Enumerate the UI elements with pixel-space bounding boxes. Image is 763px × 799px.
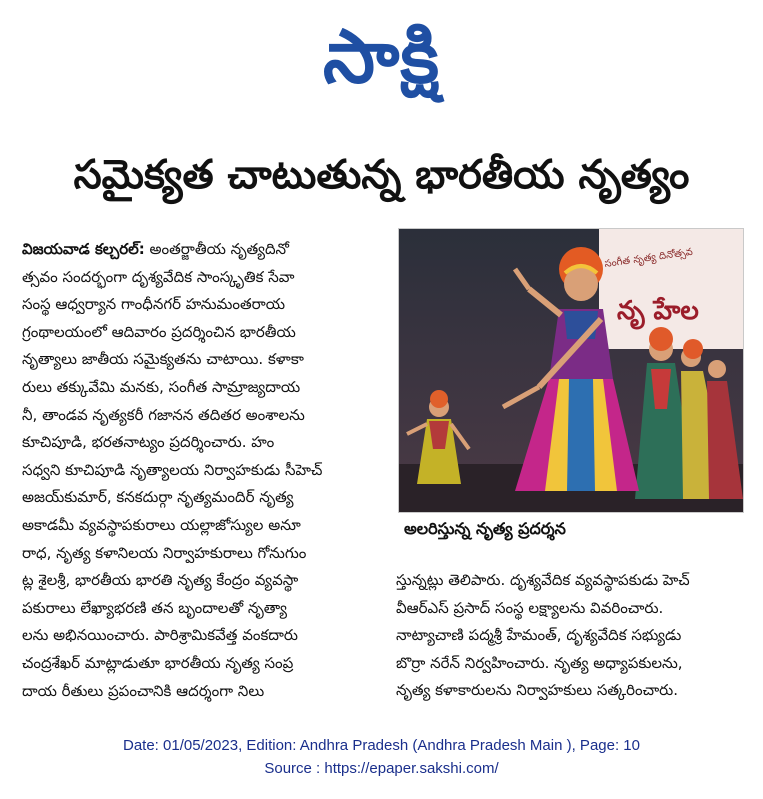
article-line: అకాడమీ వ్యవస్థాపకురాలు యల్లాజోస్యుల అనూ: [22, 515, 301, 534]
article-line: సంస్థ ఆధ్వర్యాన గాంధీనగర్ హనుమంతరాయ: [22, 295, 286, 314]
article-line: వీఆర్ఎస్ ప్రసాద్ సంస్థ లక్ష్యాలను వివరించారు.: [396, 598, 664, 617]
photo-caption: అలరిస్తున్న నృత్య ప్రదర్శన: [404, 519, 566, 538]
source-link[interactable]: Source : https://epaper.sakshi.com/: [264, 760, 499, 777]
article-line: లను అభినయించారు. పారిశ్రామికవేత్త వంకదారు: [22, 626, 298, 645]
dance-performance-photo: [398, 228, 744, 513]
stage-banner: [599, 229, 743, 349]
dance-photo-illustration: [399, 229, 743, 512]
dateline: విజయవాడ కల్చరల్:: [22, 240, 145, 258]
article-line: బొర్రా నరేన్ నిర్వహించారు. నృత్య అధ్యాపకులను,: [396, 653, 683, 672]
banner-small-text: సంగీత నృత్య దినోత్సవ: [603, 246, 694, 270]
article-body-left-column: [22, 236, 376, 705]
article-line-text: అంతర్జాతీయ నృత్యదినో: [149, 240, 290, 258]
article-line: దాయ రీతులు ప్రపంచానికి ఆదర్శంగా నిలు: [22, 681, 265, 700]
article-line: కూచిపూడి, భరతనాట్యం ప్రదర్శించారు. హం: [22, 433, 275, 452]
article-line: త్సవం సందర్భంగా దృశ్యవేదిక సాంస్కృతిక సేవా: [22, 267, 295, 286]
article-headline: సమైక్యత చాటుతున్న భారతీయ నృత్యం: [73, 152, 690, 198]
article-line: నాట్యాచాణి పద్మశ్రీ హేమంత్, దృశ్యవేదిక సభ్యుడు: [396, 626, 682, 645]
article-line: స్తున్నట్లు తెలిపారు. దృశ్యవేదిక వ్యవస్థాపకుడు హెచ్: [396, 571, 690, 589]
newspaper-masthead-logo: సాక్షి: [323, 14, 440, 100]
article-line: పకురాలు లేఖ్యాభరణి తన బృందాలతో నృత్యా: [22, 598, 287, 617]
article-line: ట్ల శైలశ్రీ, భారతీయ భారతి నృత్య కేంద్రం వ్యవస్థా: [22, 571, 299, 590]
article-line: నీ, తాండవ నృత్యకరీ గజానన తదితర అంశాలను: [22, 405, 305, 424]
banner-large-text: నృ హేల: [617, 296, 699, 326]
article-line: రులు తక్కువేమి మనకు, సంగీత సామ్రాజ్యదాయ: [22, 377, 301, 396]
edition-info: Date: 01/05/2023, Edition: Andhra Pradesh (Andhra Pradesh Main ), Page: 10: [122, 737, 640, 754]
article-line: గ్రంథాలయంలో ఆదివారం ప్రదర్శించిన భారతీయ: [22, 322, 296, 341]
background-dancers-right: [635, 327, 743, 499]
article-line: [22, 236, 376, 264]
article-line: అజయ్‌కుమార్, కనకదుర్గా నృత్యమందిర్ నృత్య: [22, 488, 294, 507]
article-line: సధ్వని కూచిపూడి నృత్యాలయ నిర్వాహకుడు సీహెచ్: [22, 460, 323, 479]
article-line: నృత్య కళాకారులను నిర్వాహకులు సత్కరించారు.: [396, 681, 678, 700]
article-line: రాధ, నృత్య కళానిలయ నిర్వాహకురాలు గోనుగుం: [22, 543, 307, 562]
article-line: చంద్రశేఖర్ మాట్లాడుతూ భారతీయ నృత్య సంప్ర: [22, 653, 294, 672]
article-body-right-column: [396, 567, 748, 705]
article-line: నృత్యాలు జాతీయ సమైక్యతను చాటాయి. కళాకా: [22, 350, 304, 369]
